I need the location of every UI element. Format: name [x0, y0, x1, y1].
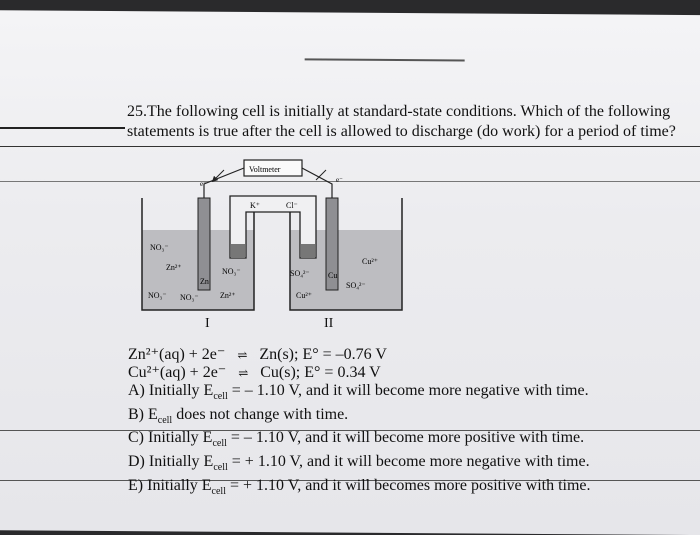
- left-ion-5: NO₃⁻: [180, 293, 199, 302]
- option-a[interactable]: [128, 382, 591, 406]
- option-c[interactable]: [128, 429, 591, 453]
- electron-left-label: e⁻: [200, 180, 207, 188]
- option-text-post: = – 1.10 V, and it will become more negative with time.: [227, 382, 589, 399]
- question-line-1: The following cell is initially at standard-state conditions. Which of the following: [147, 103, 671, 120]
- equation-zinc-rhs: Zn(s); E° = –0.76 V: [259, 346, 387, 363]
- right-ion-2: SO₄²⁻: [290, 269, 310, 278]
- question-line-2: statements is true after the cell is allowed to discharge (do work) for a period of time?: [127, 123, 676, 140]
- option-text-post: does not change with time.: [172, 405, 349, 423]
- question-text: [127, 102, 697, 142]
- option-text-post: = + 1.10 V, and it will become more negative with time.: [227, 453, 590, 471]
- equation-copper-lhs: Cu²⁺(aq) + 2e⁻: [128, 364, 227, 381]
- option-text-pre: E: [148, 405, 158, 423]
- option-sub: cell: [213, 462, 228, 474]
- option-letter: E): [128, 476, 144, 494]
- option-letter: D): [128, 453, 145, 471]
- option-text-pre: Initially E: [148, 429, 213, 447]
- equation-copper-rhs: Cu(s); E° = 0.34 V: [260, 364, 381, 381]
- half-cell-label-right: II: [324, 316, 334, 331]
- option-text-post: = + 1.10 V, and it will becomes more positive with time.: [225, 476, 591, 494]
- zinc-electrode-label: Zn: [200, 277, 209, 286]
- voltmeter-label: Voltmeter: [249, 165, 281, 174]
- equation-zinc: [128, 346, 387, 364]
- rule-line-mid: [0, 146, 700, 147]
- option-text-pre: Initially E: [148, 382, 214, 399]
- reduction-equations: [128, 346, 387, 382]
- left-plug: [231, 244, 245, 258]
- equilibrium-arrow-icon: ⇌: [238, 366, 249, 380]
- salt-bridge-cation: K⁺: [250, 201, 260, 210]
- copper-electrode-label: Cu: [328, 271, 338, 280]
- equilibrium-arrow-icon: ⇌: [237, 348, 248, 362]
- electron-right-label: e⁻: [336, 176, 343, 184]
- right-ion-1: Cu²⁺: [362, 257, 378, 266]
- left-ion-2: Zn²⁺: [166, 263, 182, 272]
- left-ion-3: NO₃⁻: [222, 267, 241, 276]
- divider: [305, 58, 465, 61]
- option-letter: C): [128, 429, 144, 447]
- equation-zinc-lhs: Zn²⁺(aq) + 2e⁻: [128, 346, 226, 363]
- option-sub: cell: [212, 438, 227, 450]
- left-ion-1: NO₃⁻: [150, 243, 169, 252]
- answer-options: [128, 382, 591, 500]
- left-wire: [204, 168, 244, 198]
- option-text-pre: Initially E: [148, 453, 214, 471]
- left-ion-4: NO₃⁻: [148, 291, 167, 300]
- right-plug: [301, 244, 315, 258]
- option-e[interactable]: [128, 477, 591, 501]
- option-letter: B): [128, 405, 144, 423]
- option-sub: cell: [157, 414, 173, 426]
- half-cell-label-left: I: [205, 316, 210, 331]
- salt-bridge-anion: Cl⁻: [286, 201, 298, 210]
- option-sub: cell: [211, 485, 226, 497]
- option-text-post: = – 1.10 V, and it will become more positive with time.: [226, 429, 585, 447]
- option-b[interactable]: [128, 406, 591, 430]
- right-ion-3: SO₄²⁻: [346, 281, 366, 290]
- left-ion-6: Zn²⁺: [220, 291, 236, 300]
- galvanic-cell-diagram: [140, 158, 410, 326]
- option-d[interactable]: [128, 453, 591, 477]
- option-sub: cell: [213, 391, 228, 403]
- option-text-pre: Initially E: [147, 476, 212, 494]
- question-number: 25.: [127, 103, 147, 120]
- rule-line-top: [0, 127, 125, 129]
- equation-copper: [128, 364, 387, 382]
- option-letter: A): [128, 382, 145, 399]
- right-ion-4: Cu²⁺: [296, 291, 312, 300]
- right-wire: [302, 168, 332, 198]
